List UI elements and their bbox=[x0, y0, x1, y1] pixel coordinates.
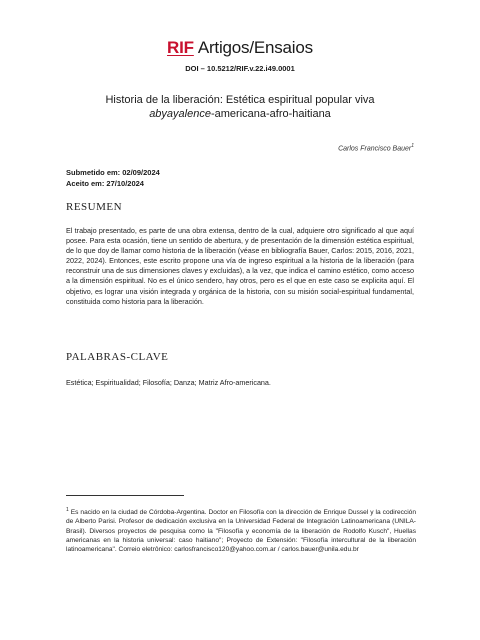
journal-brand bbox=[0, 38, 480, 58]
title-rest: -americana-afro-haitiana bbox=[210, 108, 331, 120]
abstract-body: El trabajo presentado, es parte de una obra extensa, dentro de la cual, adquiere otro significado al que aquí posee. Para esta ocasión, tiene un sentido de abertura, y de presentación de la dimensión estética espiritual, de lo que doy de llamar como historia de la liberación (véase en bibliografía Bauer, Carlos: 2015, 2016, 2021, 2022, 2024). Entonces, este escrito propone una vía de ingreso espiritual a la historia de la liberación (para reconstruir una de sus dimensiones claves y excluidas), a la vez, que indica el camino estético, como acceso a la dimensión espiritual. No es el único sendero, hay otros, pero es el que en este caso se explicita aquí. El objetivo, es lograr una visión integrada y orgánica de la historia, con su misión social-espiritual fundamental, constituida como historia para la liberación. bbox=[66, 226, 415, 306]
brand-section: Artigos/Ensaios bbox=[197, 38, 313, 57]
journal-header bbox=[0, 38, 480, 73]
footnote-divider bbox=[66, 495, 184, 496]
abstract-heading: RESUMEN bbox=[66, 201, 123, 213]
keywords-heading: PALABRAS-CLAVE bbox=[66, 351, 169, 363]
footnote bbox=[66, 506, 416, 554]
author-footnote-mark[interactable]: 1 bbox=[411, 143, 414, 149]
brand-accent: RIF bbox=[167, 38, 194, 57]
submitted-date: Submetido em: 02/09/2024 bbox=[66, 168, 160, 177]
author-name bbox=[338, 143, 414, 152]
submission-dates bbox=[66, 167, 160, 189]
doi-line: DOI – 10.5212/RIF.v.22.i49.0001 bbox=[185, 64, 295, 73]
accepted-date: Aceito em: 27/10/2024 bbox=[66, 179, 144, 188]
title-line-1: Historia de la liberación: Estética espiritual popular viva bbox=[105, 94, 375, 106]
article-title bbox=[60, 93, 420, 121]
footnote-mark: 1 bbox=[66, 507, 69, 513]
title-italic: abyayalence bbox=[149, 108, 211, 120]
author-text: Carlos Francisco Bauer bbox=[338, 145, 412, 153]
keywords-body: Estética; Espiritualidad; Filosofía; Danza; Matriz Afro-americana. bbox=[66, 378, 271, 387]
footnote-text: Es nacido en la ciudad de Córdoba-Argentina. Doctor en Filosofía con la dirección de Enrique Dussel y la codirección de Alberto Parisi. Profesor de dedicación exclusiva en la Universidad Federal de Integración Latinoamericana (UNILA-Brasil). Diversos proyectos de pesquisa como la "Filosofía y economía de la liberación de Rodolfo Kusch", Huellas americanas en la historia universal: caso haitiano"; Proyecto de Extensión: "Filosofía intercultural de la liberación latinoamericana". Correio eletrônico: carlosfrancisco120@yahoo.com.ar / carlos.bauer@unila.edu.br bbox=[66, 509, 416, 553]
title-line-2 bbox=[60, 107, 420, 121]
